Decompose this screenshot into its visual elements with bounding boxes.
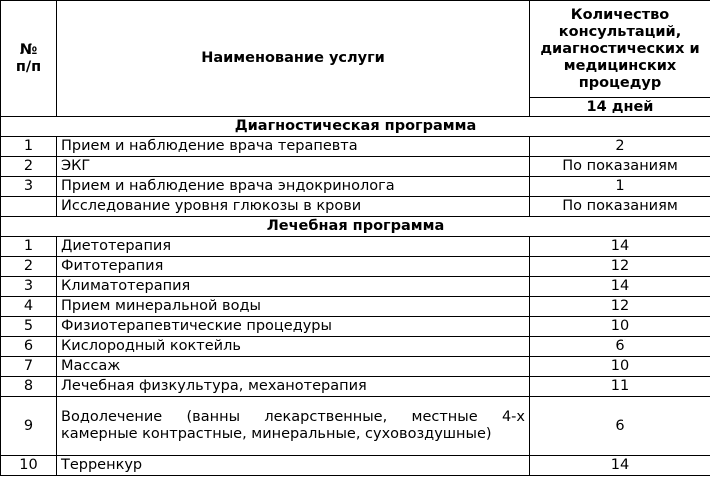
header-service-name: Наименование услуги	[57, 1, 530, 117]
table-row	[1, 257, 710, 277]
row-quantity: 10	[530, 317, 710, 337]
row-service-name: Диетотерапия	[57, 237, 530, 257]
row-num: 2	[1, 257, 57, 277]
table-row	[1, 397, 710, 456]
row-quantity: 12	[530, 257, 710, 277]
table-row	[1, 237, 710, 257]
row-quantity: 1	[530, 177, 710, 197]
row-quantity: 12	[530, 297, 710, 317]
header-num: № п/п	[1, 1, 57, 117]
row-service-name: Физиотерапевтические процедуры	[57, 317, 530, 337]
table-row	[1, 456, 710, 476]
row-quantity: 6	[530, 397, 710, 456]
row-service-name: Массаж	[57, 357, 530, 377]
table-row	[1, 157, 710, 177]
row-service-name: Водолечение (ванны лекарственные, местные 4-х камерные контрастные, минеральные, суховоздушные)	[57, 397, 530, 456]
row-quantity: 2	[530, 137, 710, 157]
row-num: 2	[1, 157, 57, 177]
table-row	[1, 357, 710, 377]
row-quantity: 10	[530, 357, 710, 377]
header-quantity: Количество консультаций, диагностических и медицинских процедур	[530, 1, 710, 98]
table-row	[1, 297, 710, 317]
row-service-name: Лечебная физкультура, механотерапия	[57, 377, 530, 397]
row-num: 1	[1, 137, 57, 157]
row-quantity: 14	[530, 456, 710, 476]
table-header-row	[1, 1, 710, 98]
row-num: 4	[1, 297, 57, 317]
row-num: 3	[1, 177, 57, 197]
row-service-name: Прием минеральной воды	[57, 297, 530, 317]
row-service-name: Исследование уровня глюкозы в крови	[57, 197, 530, 217]
row-quantity: 14	[530, 277, 710, 297]
row-num	[1, 197, 57, 217]
row-service-name: Фитотерапия	[57, 257, 530, 277]
table-row	[1, 197, 710, 217]
row-quantity: 6	[530, 337, 710, 357]
header-period: 14 дней	[530, 98, 710, 117]
row-num: 3	[1, 277, 57, 297]
row-quantity: 14	[530, 237, 710, 257]
table-row	[1, 137, 710, 157]
table-row	[1, 177, 710, 197]
section-title: Лечебная программа	[1, 217, 710, 237]
row-num: 10	[1, 456, 57, 476]
row-service-name: Терренкур	[57, 456, 530, 476]
row-quantity: По показаниям	[530, 157, 710, 177]
table-row	[1, 277, 710, 297]
row-service-name: Климатотерапия	[57, 277, 530, 297]
row-service-name: ЭКГ	[57, 157, 530, 177]
section-title: Диагностическая программа	[1, 117, 710, 137]
table-row	[1, 377, 710, 397]
row-quantity: 11	[530, 377, 710, 397]
table-row	[1, 317, 710, 337]
row-quantity: По показаниям	[530, 197, 710, 217]
row-num: 5	[1, 317, 57, 337]
section-row	[1, 217, 710, 237]
row-num: 6	[1, 337, 57, 357]
table-row	[1, 337, 710, 357]
row-num: 1	[1, 237, 57, 257]
row-service-name: Прием и наблюдение врача эндокринолога	[57, 177, 530, 197]
row-num: 9	[1, 397, 57, 456]
row-num: 8	[1, 377, 57, 397]
row-service-name: Кислородный коктейль	[57, 337, 530, 357]
section-row	[1, 117, 710, 137]
row-num: 7	[1, 357, 57, 377]
row-service-name: Прием и наблюдение врача терапевта	[57, 137, 530, 157]
